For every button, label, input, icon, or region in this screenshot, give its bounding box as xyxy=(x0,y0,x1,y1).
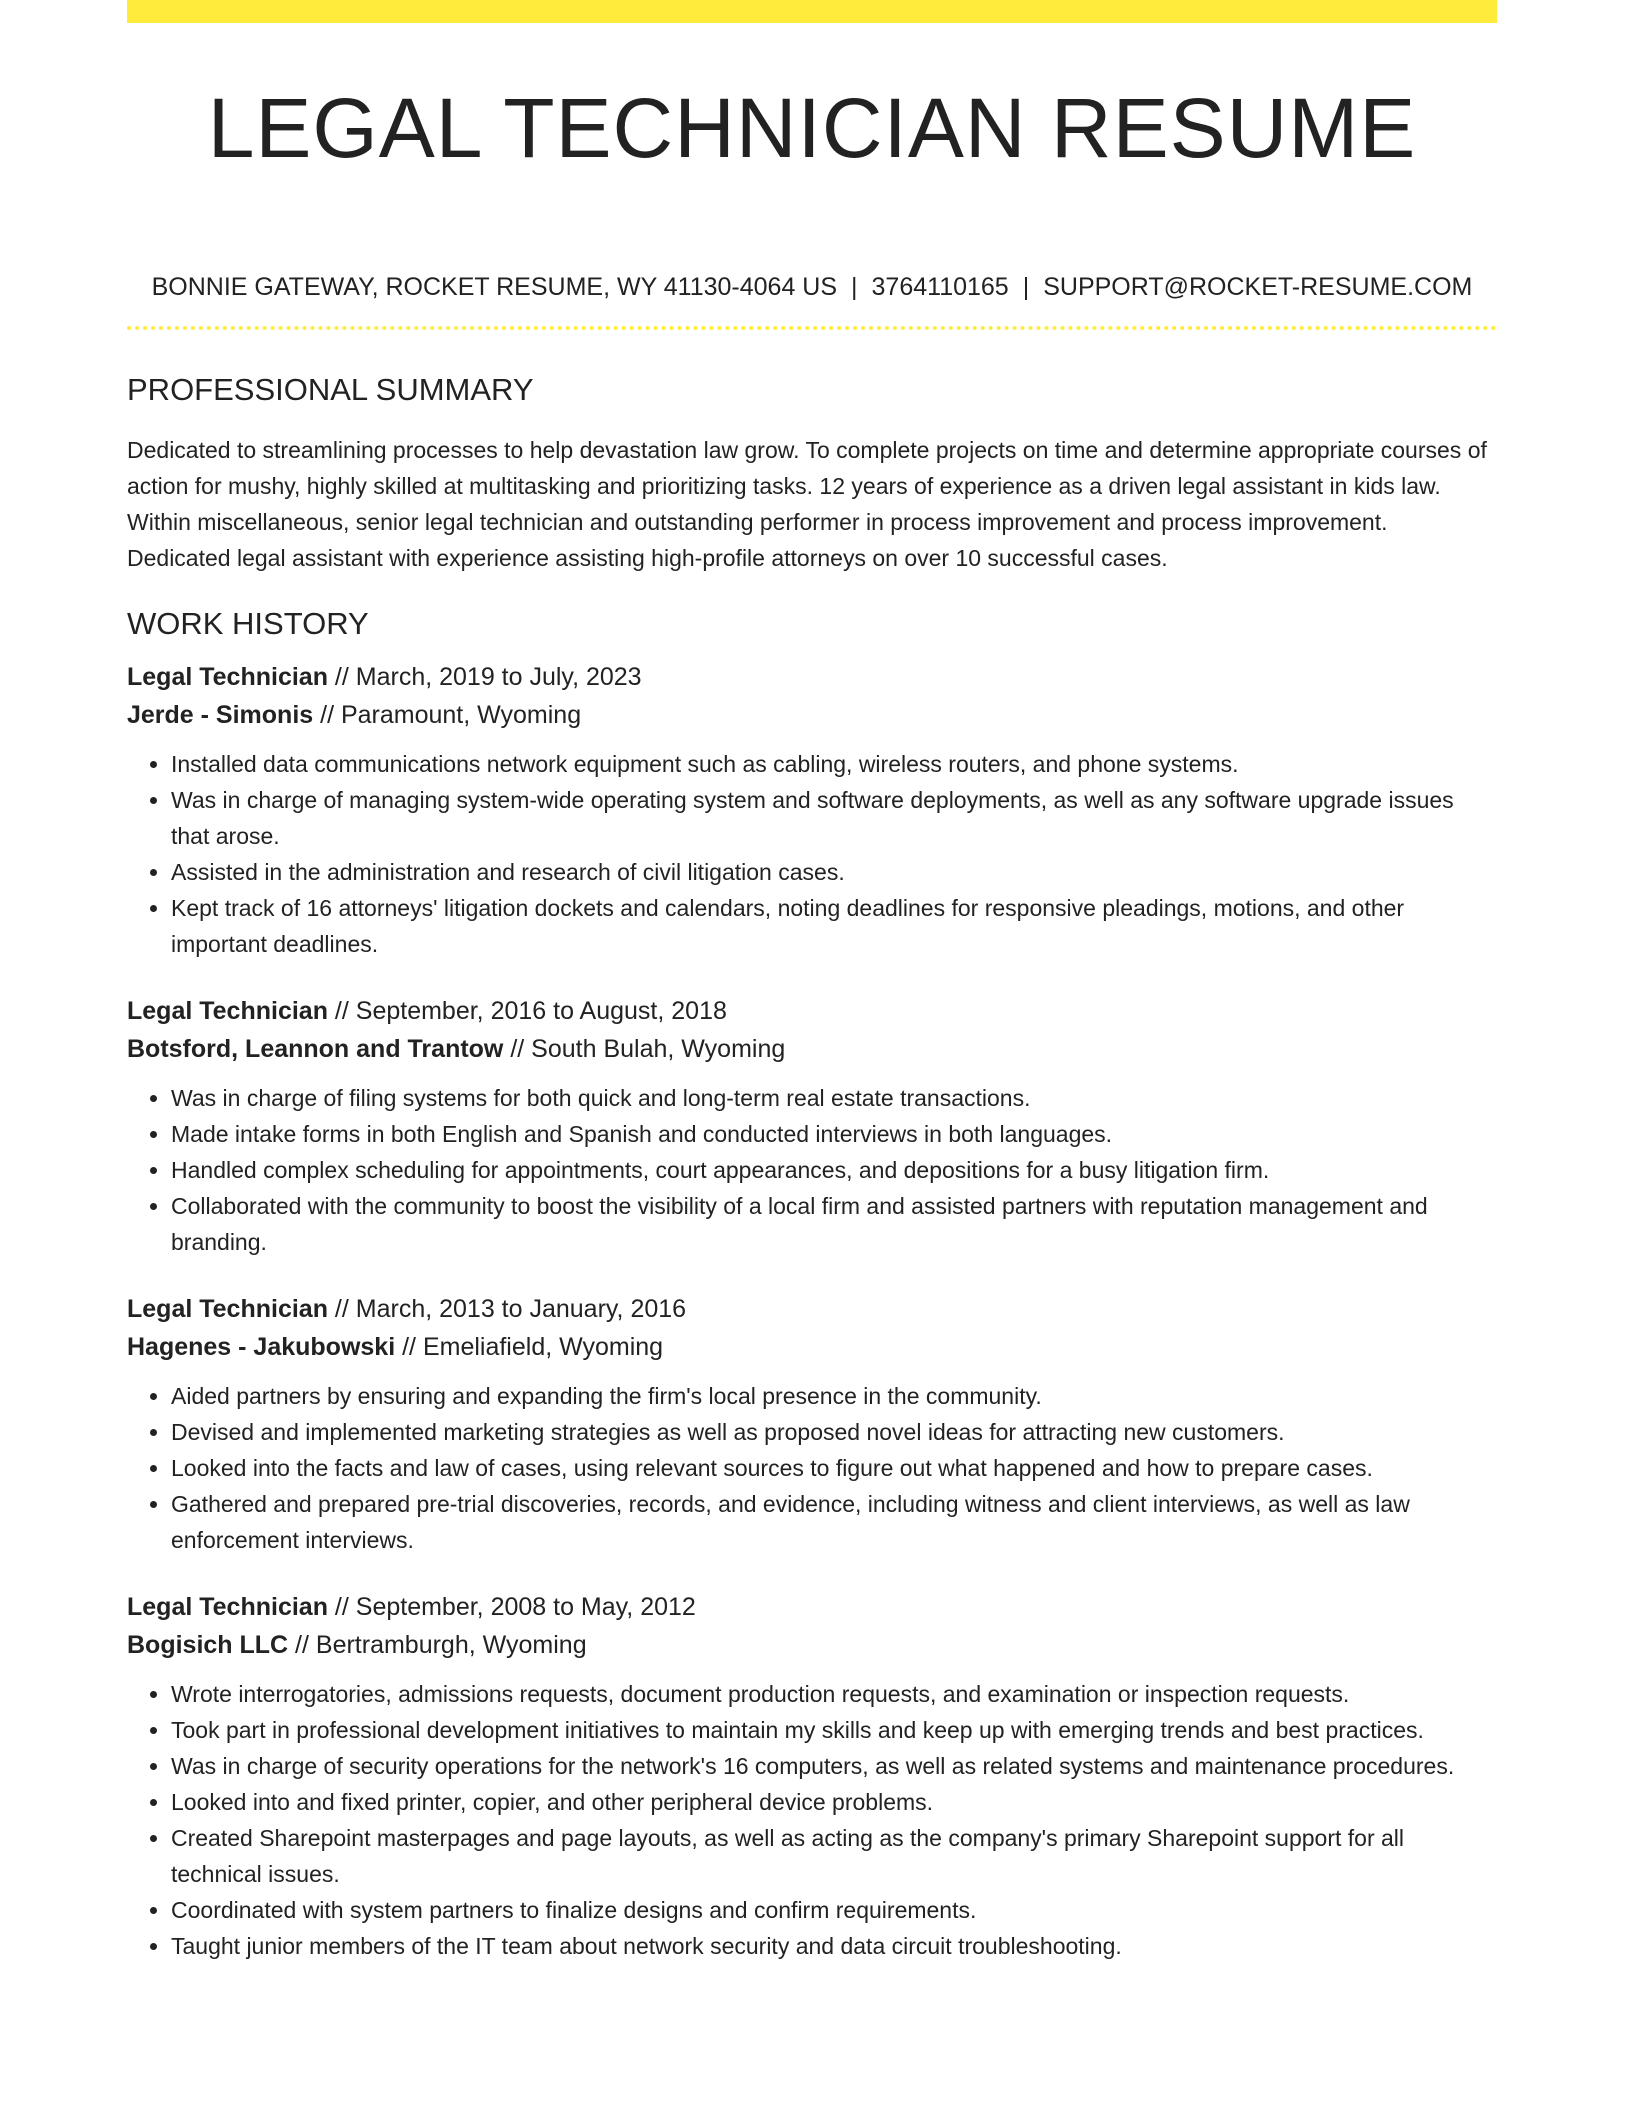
job-title-line xyxy=(127,1588,1497,1626)
job-entry xyxy=(127,658,1497,962)
job-bullet: • Was in charge of managing system-wide operating system and software deployments, as well as any software upgrade issues that arose. xyxy=(171,782,1497,854)
job-bullet: • Collaborated with the community to boost the visibility of a local firm and assisted partners with reputation management and branding. xyxy=(171,1188,1497,1260)
job-company: Jerde - Simonis xyxy=(127,701,314,729)
job-bullet: • Handled complex scheduling for appointments, court appearances, and depositions for a busy litigation firm. xyxy=(171,1152,1497,1188)
job-bullets xyxy=(127,746,1497,962)
job-title: Legal Technician xyxy=(127,663,328,691)
job-bullet: • Aided partners by ensuring and expanding the firm's local presence in the community. xyxy=(171,1378,1497,1414)
job-bullet: • Taught junior members of the IT team about network security and data circuit troubleshooting. xyxy=(171,1928,1497,1964)
job-location: // Bertramburgh, Wyoming xyxy=(288,1631,587,1659)
job-entry xyxy=(127,992,1497,1260)
job-bullets xyxy=(127,1080,1497,1260)
resume-title: LEGAL TECHNICIAN RESUME xyxy=(207,81,1417,175)
job-bullet: • Coordinated with system partners to finalize designs and confirm requirements. xyxy=(171,1892,1497,1928)
job-dates: // September, 2016 to August, 2018 xyxy=(327,997,727,1025)
job-dates: // March, 2019 to July, 2023 xyxy=(327,663,642,691)
job-location: // Emeliafield, Wyoming xyxy=(395,1333,664,1361)
job-bullet: • Assisted in the administration and research of civil litigation cases. xyxy=(171,854,1497,890)
job-title: Legal Technician xyxy=(127,1295,328,1323)
job-dates: // September, 2008 to May, 2012 xyxy=(327,1593,696,1621)
job-company-line xyxy=(127,696,1497,734)
contact-separator: | xyxy=(851,273,858,301)
job-company-line xyxy=(127,1328,1497,1366)
job-location: // South Bulah, Wyoming xyxy=(503,1035,786,1063)
job-location: // Paramount, Wyoming xyxy=(313,701,582,729)
job-title-line xyxy=(127,1290,1497,1328)
job-company-line xyxy=(127,1030,1497,1068)
job-company: Botsford, Leannon and Trantow xyxy=(127,1035,504,1063)
summary-heading: PROFESSIONAL SUMMARY xyxy=(127,372,534,407)
job-bullet: • Gathered and prepared pre-trial discoveries, records, and evidence, including witness and client interviews, as well as law enforcement interviews. xyxy=(171,1486,1497,1558)
resume-content xyxy=(127,0,1497,1964)
job-bullet: • Devised and implemented marketing strategies as well as proposed novel ideas for attracting new customers. xyxy=(171,1414,1497,1450)
job-bullet: • Looked into and fixed printer, copier, and other peripheral device problems. xyxy=(171,1784,1497,1820)
job-title-line xyxy=(127,658,1497,696)
contact-phone: 3764110165 xyxy=(871,273,1009,301)
job-bullet: • Made intake forms in both English and Spanish and conducted interviews in both languages. xyxy=(171,1116,1497,1152)
contact-line xyxy=(127,272,1497,302)
job-bullet: • Was in charge of security operations for the network's 16 computers, as well as related systems and maintenance procedures. xyxy=(171,1748,1497,1784)
job-title-line xyxy=(127,992,1497,1030)
job-bullet: • Took part in professional development initiatives to maintain my skills and keep up with emerging trends and best practices. xyxy=(171,1712,1497,1748)
contact-email: SUPPORT@ROCKET-RESUME.COM xyxy=(1043,273,1473,301)
job-bullet: • Looked into the facts and law of cases, using relevant sources to figure out what happened and how to prepare cases. xyxy=(171,1450,1497,1486)
dotted-divider xyxy=(127,326,1497,330)
summary-text: Dedicated to streamlining processes to help devastation law grow. To complete projects on time and determine appropriate courses of action for mushy, highly skilled at multitasking and prioritizing tasks. 12 years of experience as a driven legal assistant in kids law. Within miscellaneous, senior legal technician and outstanding performer in process improvement and process improvement. Dedicated legal assistant with experience assisting high-profile attorneys on over 10 successful cases. xyxy=(127,437,1487,571)
job-bullet: • Wrote interrogatories, admissions requests, document production requests, and examination or inspection requests. xyxy=(171,1676,1497,1712)
job-dates: // March, 2013 to January, 2016 xyxy=(327,1295,687,1323)
job-title: Legal Technician xyxy=(127,1593,328,1621)
job-list xyxy=(127,658,1497,1964)
work-history-heading: WORK HISTORY xyxy=(127,606,369,641)
job-bullets xyxy=(127,1676,1497,1964)
job-title: Legal Technician xyxy=(127,997,328,1025)
job-bullet: • Installed data communications network equipment such as cabling, wireless routers, and phone systems. xyxy=(171,746,1497,782)
job-bullet: • Created Sharepoint masterpages and page layouts, as well as acting as the company's primary Sharepoint support for all technical issues. xyxy=(171,1820,1497,1892)
job-entry xyxy=(127,1290,1497,1558)
job-bullet: • Was in charge of filing systems for both quick and long-term real estate transactions. xyxy=(171,1080,1497,1116)
job-company: Hagenes - Jakubowski xyxy=(127,1333,396,1361)
job-company: Bogisich LLC xyxy=(127,1631,289,1659)
job-bullet: • Kept track of 16 attorneys' litigation dockets and calendars, noting deadlines for responsive pleadings, motions, and other important deadlines. xyxy=(171,890,1497,962)
contact-address: BONNIE GATEWAY, ROCKET RESUME, WY 41130-4064 US xyxy=(151,273,838,301)
contact-separator: | xyxy=(1022,273,1030,301)
job-company-line xyxy=(127,1626,1497,1664)
job-bullets xyxy=(127,1378,1497,1558)
job-entry xyxy=(127,1588,1497,1964)
